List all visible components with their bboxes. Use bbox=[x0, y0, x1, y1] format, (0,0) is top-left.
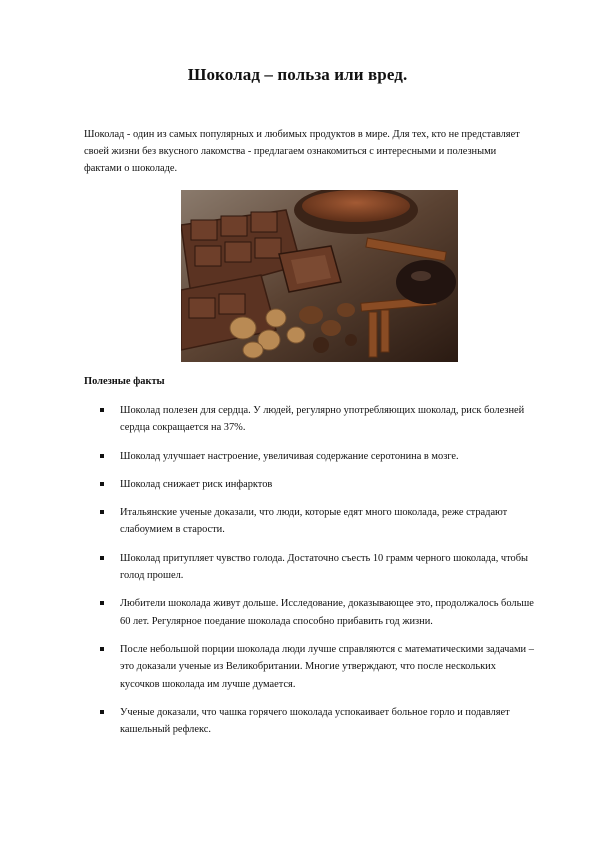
bullet-icon bbox=[100, 408, 104, 412]
list-item bbox=[84, 448, 534, 465]
bullet-icon bbox=[100, 510, 104, 514]
fact-text: Шоколад полезен для сердца. У людей, регулярно употребляющих шоколад, риск болезней сердца сокращается на 37%. bbox=[120, 405, 525, 434]
list-item bbox=[84, 641, 534, 693]
fact-text: После небольшой порции шоколада люди лучше справляются с математическими задачами – это доказали ученые из Великобритании. Многие утверждают, что после нескольких кусочков шоколада им лучше думается. bbox=[120, 643, 534, 690]
list-item bbox=[84, 550, 534, 585]
fact-text: Итальянские ученые доказали, что люди, которые едят много шоколада, реже страдают слабоумием в старости. bbox=[120, 507, 508, 536]
facts-list bbox=[84, 402, 534, 749]
intro-paragraph: Шоколад - один из самых популярных и любимых продуктов в мире. Для тех, кто не представляет своей жизни без вкусного лакомства - предлагаем ознакомиться с интересными и полезными фактами о шоколаде. bbox=[84, 129, 520, 174]
fact-text: Шоколад улучшает настроение, увеличивая содержание серотонина в мозге. bbox=[120, 450, 459, 462]
list-item bbox=[84, 595, 534, 630]
page-title: Шоколад – польза или вред. bbox=[187, 65, 408, 84]
list-item bbox=[84, 504, 534, 539]
bullet-icon bbox=[100, 482, 104, 486]
fact-text: Шоколад снижает риск инфарктов bbox=[120, 478, 273, 490]
list-item bbox=[84, 476, 534, 493]
list-item bbox=[84, 402, 534, 437]
fact-text: Ученые доказали, что чашка горячего шоколада успокаивает больное горло и подавляет кашельный рефлекс. bbox=[120, 706, 510, 736]
fact-text: Шоколад притупляет чувство голода. Достаточно съесть 10 грамм черного шоколада, чтобы голод прошел. bbox=[120, 552, 528, 582]
chocolate-photo bbox=[181, 190, 458, 362]
bullet-icon bbox=[100, 710, 104, 714]
fact-text: Любители шоколада живут дольше. Исследование, доказывающее это, продолжалось больше 60 лет. Регулярное поедание шоколада способно прибавить год жизни. bbox=[120, 598, 534, 627]
bullet-icon bbox=[100, 647, 104, 651]
list-item bbox=[84, 704, 534, 739]
bullet-icon bbox=[100, 601, 104, 605]
bullet-icon bbox=[100, 454, 104, 458]
bullet-icon bbox=[100, 556, 104, 560]
facts-heading: Полезные факты bbox=[84, 376, 165, 387]
